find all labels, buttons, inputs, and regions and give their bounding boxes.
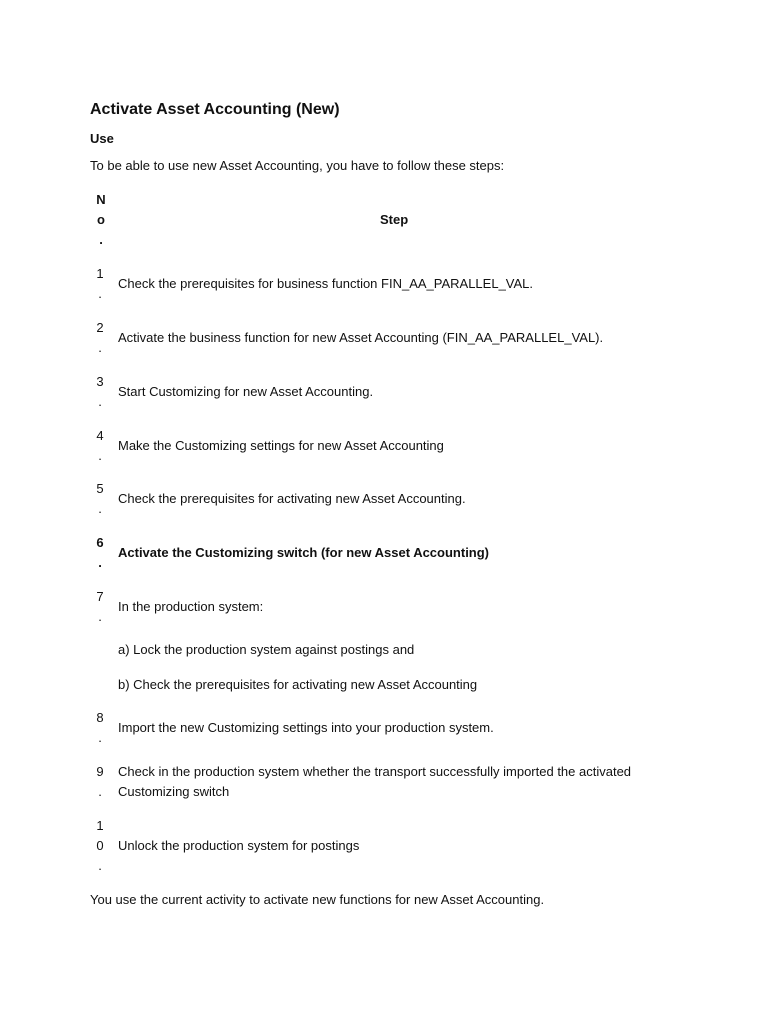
intro-text: To be able to use new Asset Accounting, you have to follow these steps: <box>90 158 505 173</box>
header-no-char: o <box>97 212 105 227</box>
row-number-char: . <box>98 609 102 624</box>
step-text: In the production system: <box>118 599 264 614</box>
step-text: Customizing switch <box>118 784 230 799</box>
step-text: Import the new Customizing settings into your production system. <box>118 720 494 735</box>
step-text: Activate the Customizing switch (for new Asset Accounting) <box>118 545 490 560</box>
header-no-char: . <box>99 232 103 247</box>
row-number-char: . <box>98 784 102 799</box>
step-text: Check in the production system whether the transport successfully imported the activated <box>118 764 632 779</box>
row-number-char: . <box>98 555 102 570</box>
row-number-char: . <box>98 448 102 463</box>
substep-text: b) Check the prerequisites for activating new Asset Accounting <box>118 677 478 692</box>
step-text: Start Customizing for new Asset Accounting. <box>118 384 374 399</box>
row-number-char: 9 <box>96 764 104 779</box>
row-number-char: 1 <box>96 818 104 833</box>
step-text: Make the Customizing settings for new Asset Accounting <box>118 438 444 453</box>
row-number-char: 4 <box>96 428 104 443</box>
row-number-char: . <box>98 501 102 516</box>
row-number-char: . <box>98 340 102 355</box>
row-number-char: 2 <box>96 320 104 335</box>
step-text: Check the prerequisites for business function FIN_AA_PARALLEL_VAL. <box>118 276 534 291</box>
header-no-char: N <box>96 192 106 207</box>
row-number-char: . <box>98 286 102 301</box>
step-text: Check the prerequisites for activating new Asset Accounting. <box>118 491 466 506</box>
row-number-char: . <box>98 730 102 745</box>
step-text: Activate the business function for new Asset Accounting (FIN_AA_PARALLEL_VAL). <box>118 330 604 345</box>
row-number-char: 6 <box>96 535 104 550</box>
row-number-char: 0 <box>96 838 104 853</box>
footer-text: You use the current activity to activate new functions for new Asset Accounting. <box>90 892 545 907</box>
step-text: Unlock the production system for postings <box>118 838 360 853</box>
document-title: Activate Asset Accounting (New) <box>90 101 340 118</box>
row-number-char: 5 <box>96 481 104 496</box>
row-number-char: . <box>98 858 102 873</box>
row-number-char: 8 <box>96 710 104 725</box>
row-number-char: 7 <box>96 589 104 604</box>
row-number-char: 3 <box>96 374 104 389</box>
row-number-char: 1 <box>96 266 104 281</box>
use-heading: Use <box>90 131 114 146</box>
row-number-char: . <box>98 394 102 409</box>
header-step: Step <box>380 212 409 227</box>
substep-text: a) Lock the production system against postings and <box>118 642 415 657</box>
